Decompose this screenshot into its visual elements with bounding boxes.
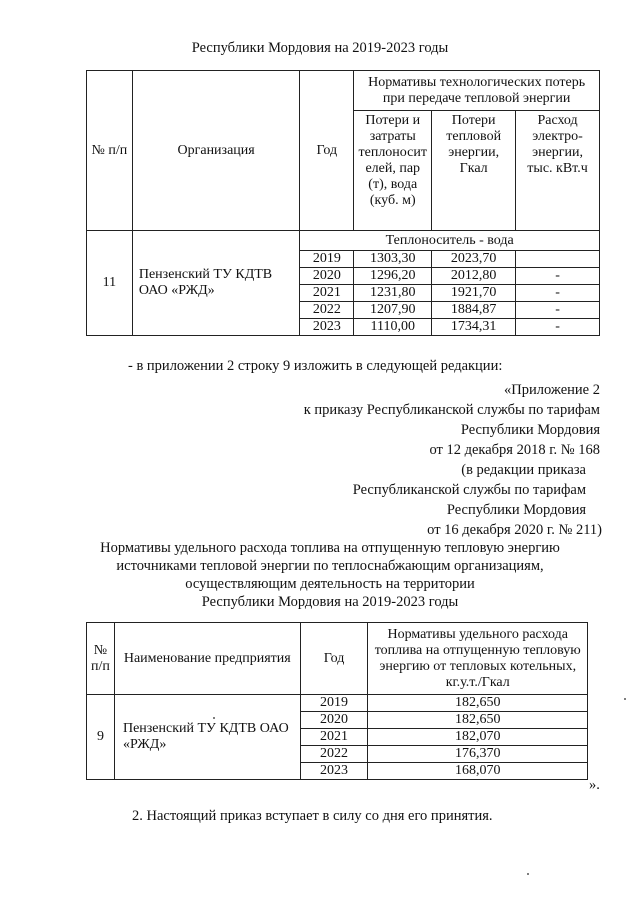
- appendix-line: Республики Мордовия: [460, 422, 600, 438]
- org-name: Пензенский ТУ КДТВ ОАО «РЖД»: [114, 695, 300, 780]
- year-cell: 2021: [300, 729, 368, 746]
- header-col3: Расход электро-энергии, тыс. кВт.ч: [516, 111, 600, 231]
- appendix-line: к приказу Республиканской службы по тарифам: [303, 402, 600, 418]
- value-cell: 1231,80: [354, 285, 432, 302]
- value-cell: -: [516, 285, 600, 302]
- row-num: 9: [87, 695, 115, 780]
- value-cell: 176,370: [368, 746, 588, 763]
- header-norm: Нормативы удельного расхода топлива на отпущенную тепловую энергию от тепловых котельных, кг.у.т./Гкал: [368, 623, 588, 695]
- scan-speck: [624, 698, 626, 700]
- value-cell: 182,070: [368, 729, 588, 746]
- header-group: Нормативы технологических потерь при передаче тепловой энергии: [354, 71, 600, 111]
- value-cell: 2023,70: [432, 251, 516, 268]
- year-cell: 2020: [300, 268, 354, 285]
- year-cell: 2023: [300, 319, 354, 336]
- row-num: 11: [87, 231, 133, 336]
- appendix-line: «Приложение 2: [504, 382, 600, 398]
- appendix-line: (в редакции приказа: [461, 462, 586, 478]
- value-cell: 1207,90: [354, 302, 432, 319]
- appendix-line: Республики Мордовия: [446, 502, 586, 518]
- year-cell: 2021: [300, 285, 354, 302]
- header-year: Год: [300, 71, 354, 231]
- top-title: Республики Мордовия на 2019-2023 годы: [191, 40, 449, 56]
- instruction-text: - в приложении 2 строку 9 изложить в следующей редакции:: [128, 358, 503, 374]
- losses-table: [86, 70, 600, 336]
- year-cell: 2019: [300, 251, 354, 268]
- value-cell: 1303,30: [354, 251, 432, 268]
- header-num: № п/п: [87, 71, 133, 231]
- title2-line: Республики Мордовия на 2019-2023 годы: [201, 594, 459, 610]
- title2-line: источниками тепловой энергии по теплоснабжающим организациям,: [116, 558, 544, 574]
- value-cell: [516, 251, 600, 268]
- title2-line: осуществляющим деятельность на территории: [185, 576, 475, 592]
- section-label: Теплоноситель - вода: [300, 231, 600, 251]
- header-num: № п/п: [87, 623, 115, 695]
- value-cell: 2012,80: [432, 268, 516, 285]
- value-cell: -: [516, 302, 600, 319]
- year-cell: 2019: [300, 695, 368, 712]
- fuel-norms-table: [86, 622, 588, 780]
- appendix-line: от 12 декабря 2018 г. № 168: [429, 442, 600, 458]
- year-cell: 2020: [300, 712, 368, 729]
- closing-quote: ».: [589, 777, 600, 793]
- year-cell: 2022: [300, 302, 354, 319]
- org-name: Пензенский ТУ КДТВ ОАО «РЖД»: [132, 231, 300, 336]
- value-cell: 1884,87: [432, 302, 516, 319]
- final-paragraph: 2. Настоящий приказ вступает в силу со дня его принятия.: [132, 808, 493, 824]
- header-col1: Потери и затраты теплоносит елей, пар (т), вода (куб. м): [354, 111, 432, 231]
- header-col2: Потери тепловой энергии, Гкал: [432, 111, 516, 231]
- value-cell: 168,070: [368, 763, 588, 780]
- year-cell: 2023: [300, 763, 368, 780]
- header-year: Год: [300, 623, 368, 695]
- header-org: Организация: [132, 71, 300, 231]
- appendix-line: от 16 декабря 2020 г. № 211): [427, 522, 602, 538]
- value-cell: 182,650: [368, 712, 588, 729]
- value-cell: 1110,00: [354, 319, 432, 336]
- value-cell: 1734,31: [432, 319, 516, 336]
- header-name: Наименование предприятия: [114, 623, 300, 695]
- scan-speck: [213, 717, 215, 719]
- scan-speck: [527, 873, 529, 875]
- appendix-line: Республиканской службы по тарифам: [352, 482, 586, 498]
- year-cell: 2022: [300, 746, 368, 763]
- table-row: [87, 695, 588, 712]
- value-cell: -: [516, 319, 600, 336]
- title2-line: Нормативы удельного расхода топлива на отпущенную тепловую энергию: [100, 540, 560, 556]
- value-cell: 1921,70: [432, 285, 516, 302]
- value-cell: 182,650: [368, 695, 588, 712]
- value-cell: 1296,20: [354, 268, 432, 285]
- value-cell: -: [516, 268, 600, 285]
